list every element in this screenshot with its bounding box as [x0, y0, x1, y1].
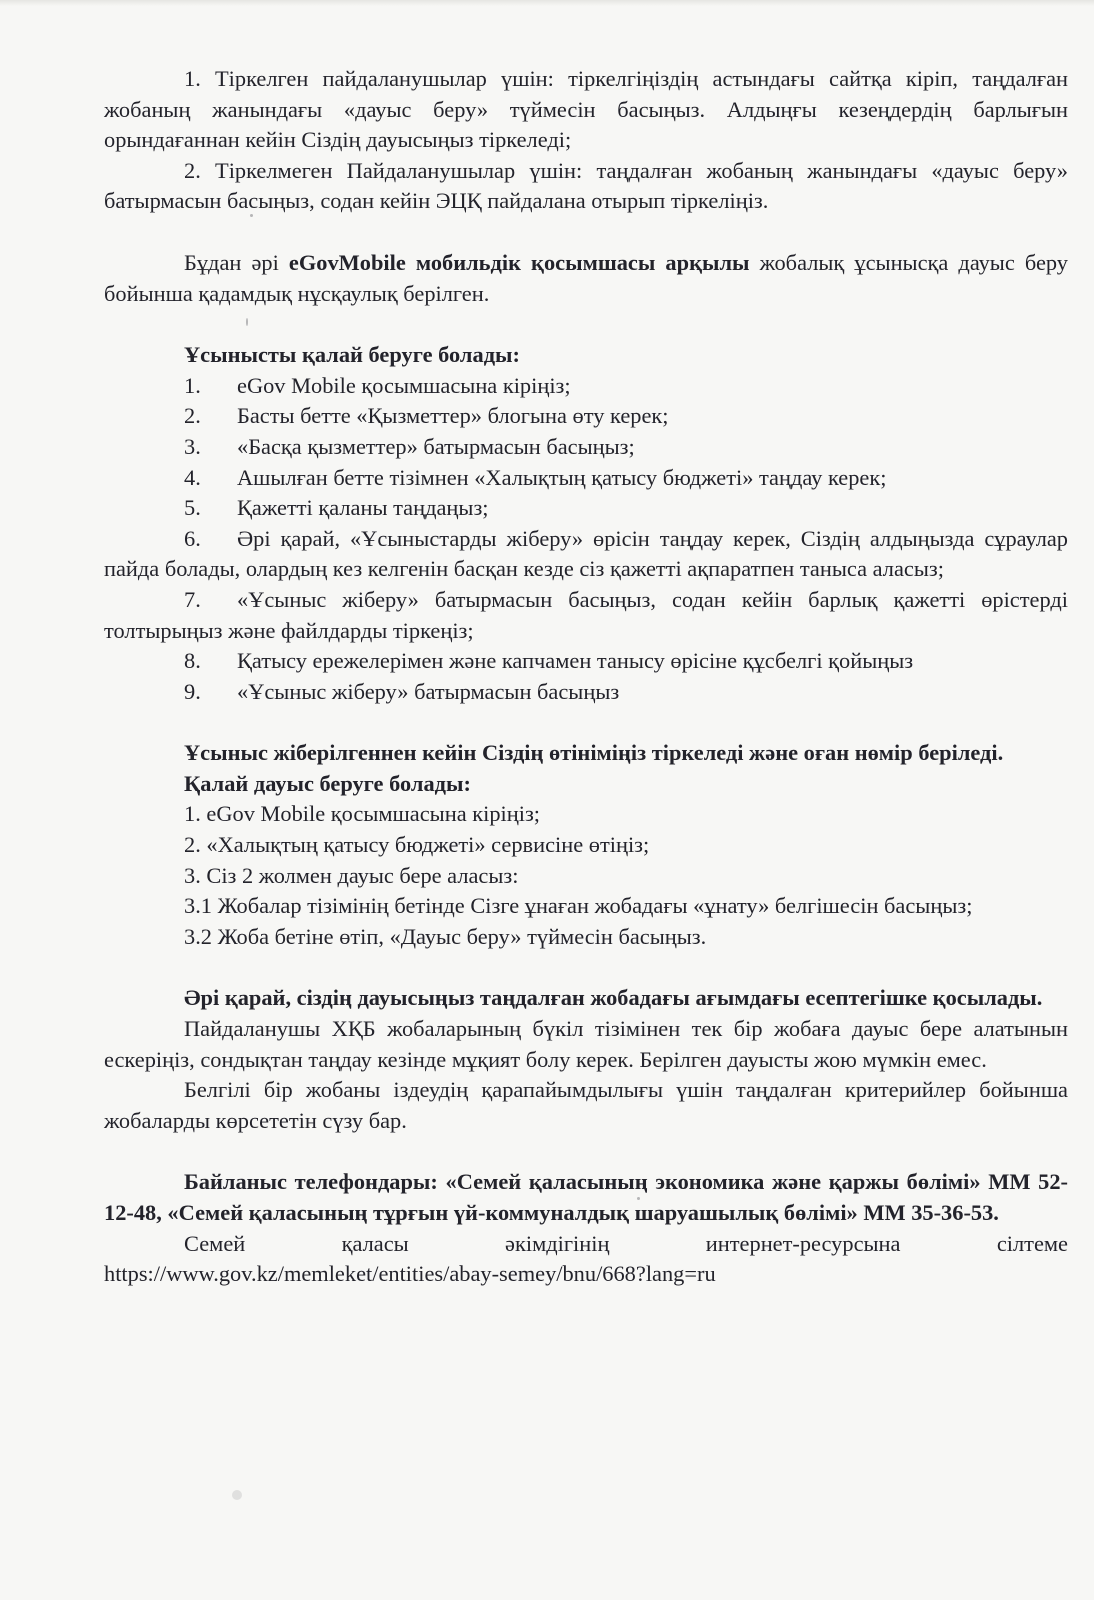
step-number: 7.	[184, 586, 201, 612]
step-text: «Ұсыныс жіберу» батырмасын басыңыз	[237, 678, 620, 704]
spacer	[104, 309, 1068, 340]
proposal-after-note: Ұсыныс жіберілгеннен кейін Сіздің өтініміңіз тіркеледі және оған нөмір беріледі.	[184, 740, 1004, 766]
voting-heading: Қалай дауыс беруге болады:	[184, 770, 471, 796]
spacer	[104, 952, 1068, 983]
step-text: «Ұсыныс жіберу» батырмасын басыңыз, содан кейін барлық қажетті өрістерді толтырыңыз және файлдарды тіркеңіз;	[104, 586, 1068, 643]
single-vote-paragraph: Пайдаланушы ХҚБ жобаларының бүкіл тізімінен тек бір жобаға дауыс бере алатынын ескеріңіз, сондықтан таңдау кезінде мұқият болу керек. Берілген дауысты жою мүмкін емес.	[104, 1016, 1068, 1072]
proposal-step	[104, 585, 1068, 646]
proposal-heading: Ұсынысты қалай беруге болады:	[184, 342, 520, 368]
link-intro: Семей қаласы әкімдігінің интернет-ресурсына сілтеме	[184, 1230, 1068, 1256]
proposal-step	[104, 371, 1068, 402]
step-text: Ашылған бетте тізімнен «Халықтың қатысу бюджеті» таңдау керек;	[237, 464, 887, 490]
voting-step: 3. Сіз 2 жолмен дауыс бере аласыз:	[184, 862, 519, 888]
step-number: 8.	[184, 648, 201, 674]
step-number: 2.	[184, 403, 201, 429]
proposal-step	[104, 677, 1068, 708]
step-text: Қатысу ережелерімен және капчамен танысу өрісіне құсбелгі қойыңыз	[237, 648, 914, 674]
step-number: 1.	[184, 372, 201, 398]
spacer	[104, 1136, 1068, 1167]
unregistered-users-paragraph: 2. Тіркелмеген Пайдаланушылар үшін: таңдалған жобаның жанындағы «дауыс беру» батырмасын басыңыз, содан кейін ЭЦҚ пайдалана отырып тіркеліңіз.	[104, 157, 1068, 214]
step-text: eGov Mobile қосымшасына кіріңіз;	[237, 372, 571, 398]
proposal-step	[104, 493, 1068, 524]
step-text: Басты бетте «Қызметтер» блогына өту керек;	[237, 403, 669, 429]
scan-speck	[232, 1490, 242, 1500]
step-number: 9.	[184, 678, 201, 704]
scan-edge	[0, 0, 1094, 6]
proposal-step	[104, 432, 1068, 463]
resource-link[interactable]: https://www.gov.kz/memleket/entities/abay-semey/bnu/668?lang=ru	[104, 1261, 716, 1287]
step-text: Әрі қарай, «Ұсыныстарды жіберу» өрісін таңдау керек, Сіздің алдыңызда сұраулар пайда болады, олардың кез келгенін басқан кезде сіз қажетті ақпаратпен таныса аласыз;	[104, 525, 1068, 582]
intro-text-before: Бұдан әрі	[184, 249, 289, 275]
proposal-steps-list	[104, 371, 1068, 708]
proposal-step	[104, 524, 1068, 585]
intro-paragraph	[104, 248, 1068, 309]
registered-users-paragraph: 1. Тіркелген пайдаланушылар үшін: тіркелгіңіздің астындағы сайтқа кіріп, таңдалған жобаның жанындағы «дауыс беру» түймесін басыңыз. Алдыңғы кезеңдердің барлығын орындағаннан кейін Сіздің дауысыңыз тіркеледі;	[104, 66, 1068, 153]
voting-step: 2. «Халықтың қатысу бюджеті» сервисіне өтіңіз;	[184, 832, 650, 858]
step-number: 6.	[184, 525, 201, 551]
counter-note: Әрі қарай, сіздің дауысыңыз таңдалған жобадағы ағымдағы есептегішке қосылады.	[184, 985, 1043, 1011]
scan-speck	[250, 214, 253, 217]
intro-bold-text: eGovMobile мобильдік қосымшасы арқылы	[288, 249, 750, 275]
voting-step: 1. eGov Mobile қосымшасына кіріңіз;	[184, 801, 541, 827]
step-number: 5.	[184, 495, 201, 521]
step-number: 3.	[184, 433, 201, 459]
proposal-step	[104, 463, 1068, 494]
step-number: 4.	[184, 464, 201, 490]
filter-paragraph: Белгілі бір жобаны іздеудің қарапайымдылығы үшін таңдалған критерийлер бойынша жобаларды көрсететін сүзу бар.	[104, 1077, 1068, 1133]
intro-text-after: жобалық ұсынысқа дауыс беру бойынша қадамдық нұсқаулық берілген.	[104, 249, 1069, 306]
scan-speck	[637, 1197, 640, 1200]
voting-steps-list	[104, 799, 1068, 952]
proposal-step	[104, 646, 1068, 677]
proposal-step	[104, 401, 1068, 432]
spacer	[104, 217, 1068, 248]
step-text: Қажетті қаланы таңдаңыз;	[237, 495, 489, 521]
voting-step: 3.2 Жоба бетіне өтіп, «Дауыс беру» түймесін басыңыз.	[184, 923, 707, 949]
scan-speck	[246, 318, 248, 326]
contact-phones: Байланыс телефондары: «Семей қаласының экономика және қаржы бөлімі» ММ 52-12-48, «Семей қаласының тұрғын үй-коммуналдық шаруашылық бөлімі» ММ 35-36-53.	[104, 1169, 1068, 1225]
voting-step: 3.1 Жобалар тізімінің бетінде Сізге ұнаған жобадағы «ұнату» белгішесін басыңыз;	[184, 893, 973, 919]
step-text: «Басқа қызметтер» батырмасын басыңыз;	[237, 433, 635, 459]
spacer	[104, 707, 1068, 738]
